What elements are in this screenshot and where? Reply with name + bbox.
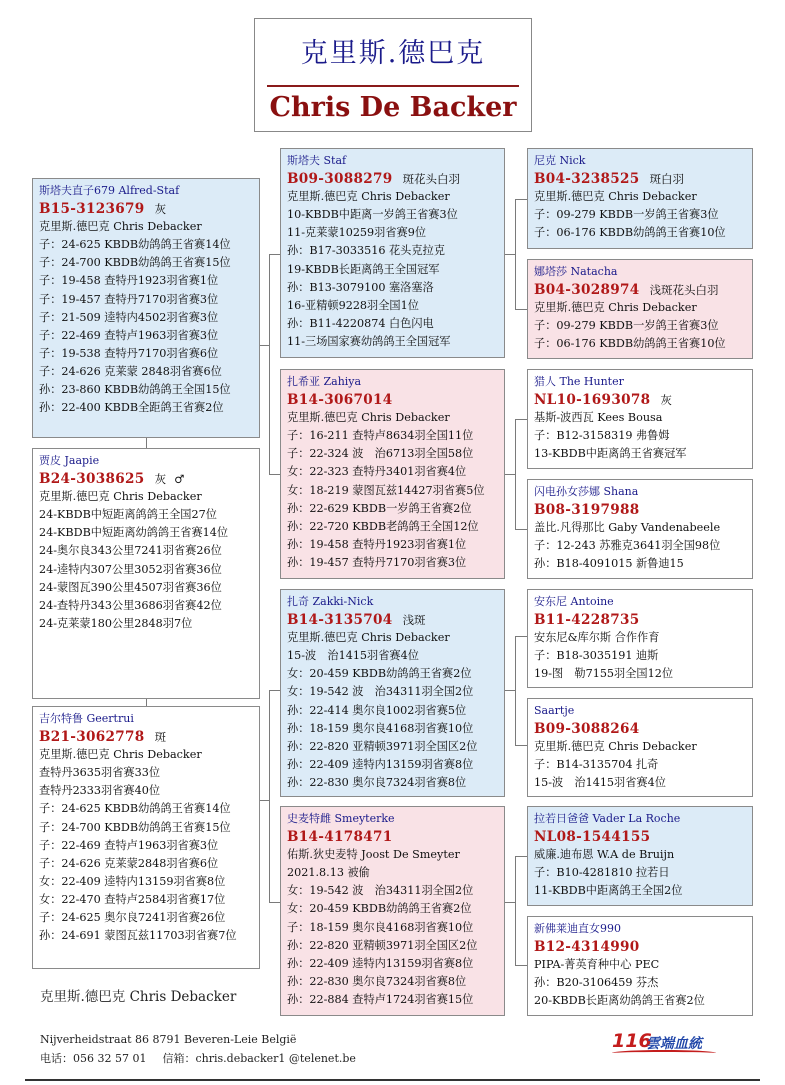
ring-number xyxy=(534,170,747,188)
pedigree-card-dds xyxy=(527,806,753,906)
ring-number-value: B14-3135704 xyxy=(287,612,393,629)
achievement-line: 女：20-459 KBDB幼鸽鸽王省赛2位 xyxy=(287,667,472,681)
achievement-line: 克里斯.德巴克 Chris Debacker xyxy=(39,220,202,234)
ring-number-value: B15-3123679 xyxy=(39,201,145,218)
pigeon-name: 史麦特雌 Smeyterke xyxy=(287,812,395,825)
pedigree-card-sss xyxy=(527,148,753,249)
connector xyxy=(515,199,527,200)
ring-number-value: B12-4314990 xyxy=(534,939,640,956)
achievement-line: 15-波 治1415羽省赛4位 xyxy=(534,776,666,790)
feather-color: 灰 xyxy=(154,202,167,217)
achievement-line: 孙：22-409 逵特内13159羽省赛8位 xyxy=(287,757,474,771)
achievement-line: 克里斯.德巴克 Chris Debacker xyxy=(534,740,697,754)
connector xyxy=(515,529,527,530)
pigeon-name: 安东尼 Antoine xyxy=(534,595,614,608)
achievement-line: 孙：B20-3106459 芬杰 xyxy=(534,976,659,990)
achievement-line: 子：24-625 KBDB幼鸽鸽王省赛14位 xyxy=(39,238,231,252)
ring-number xyxy=(39,200,254,218)
ring-number xyxy=(534,611,747,629)
achievement-line: 19-图 勒7155羽全国12位 xyxy=(534,667,674,681)
achievement-line: 子：24-700 KBDB幼鸽鸽王省赛15位 xyxy=(39,820,231,834)
achievement-line: 孙：22-820 亚精顿3971羽全国区2位 xyxy=(287,739,478,753)
pedigree-card-sdd xyxy=(527,479,753,579)
achievement-line: 11-克莱蒙10259羽省赛9位 xyxy=(287,226,427,240)
ring-number xyxy=(534,281,747,299)
pigeon-name: Saartje xyxy=(534,704,575,717)
ring-number xyxy=(287,828,499,846)
achievement-line: 女：19-542 波 治34311羽全国2位 xyxy=(287,685,474,699)
achievement-line: 子：21-509 逵特内4502羽省赛3位 xyxy=(39,310,219,324)
achievement-line: 子：B14-3135704 扎奇 xyxy=(534,758,659,772)
achievement-line: 孙：B17-3033516 花头克拉克 xyxy=(287,244,445,258)
connector xyxy=(515,965,527,966)
contact-line xyxy=(40,1050,372,1066)
achievement-line: 子：09-279 KBDB一岁鸽王省赛3位 xyxy=(534,319,719,333)
pedigree-card-dam-dam xyxy=(280,806,505,1016)
logo-swoosh xyxy=(612,1050,716,1056)
achievement-line: 子：22-469 查特卢1963羽省赛3位 xyxy=(39,328,219,342)
achievement-line: 子：06-176 KBDB幼鸽鸽王省赛10位 xyxy=(534,337,726,351)
feather-color: 灰 xyxy=(660,393,672,408)
pigeon-name: 斯塔夫 Staf xyxy=(287,154,347,167)
connector xyxy=(269,254,280,255)
title-chinese: 克里斯.德巴克 xyxy=(300,38,486,69)
ring-number-value: NL08-1544155 xyxy=(534,829,651,846)
achievement-line: 24-KBDB中短距离鸽鸽王全国27位 xyxy=(39,508,217,522)
achievement-line: 佑斯.狄史麦特 Joost De Smeyter xyxy=(287,848,460,862)
achievement-line: 孙：19-457 查特丹7170羽省赛3位 xyxy=(287,555,467,569)
achievement-line: 24-蒙图瓦390公里4507羽省赛36位 xyxy=(39,580,222,594)
achievement-line: 女：19-542 波 治34311羽全国2位 xyxy=(287,884,474,898)
achievement-line: 孙：24-691 蒙图瓦兹11703羽省赛7位 xyxy=(39,929,237,943)
ring-number xyxy=(534,501,747,519)
achievement-line: 10-KBDB中距离一岁鸽王省赛3位 xyxy=(287,208,458,222)
connector xyxy=(505,690,515,691)
title-english: Chris De Backer xyxy=(269,92,517,123)
achievement-line: 16-亚精顿9228羽全国1位 xyxy=(287,298,419,312)
achievement-line: 女：20-459 KBDB幼鸽鸽王省赛2位 xyxy=(287,902,472,916)
achievement-line: 孙：22-720 KBDB老鸽鸽王全国12位 xyxy=(287,519,479,533)
achievement-line: 子：16-211 查特卢8634羽全国11位 xyxy=(287,429,474,443)
connector xyxy=(259,345,269,346)
connector xyxy=(505,902,515,903)
connector xyxy=(269,690,270,902)
feather-color: 斑花头白羽 xyxy=(402,172,461,187)
connector xyxy=(515,199,516,309)
pedigree-card-ssd xyxy=(527,259,753,359)
ring-number-value: B21-3062778 xyxy=(39,729,145,746)
achievement-line: 克里斯.德巴克 Chris Debacker xyxy=(39,490,202,504)
connector xyxy=(515,856,527,857)
achievement-line: 克里斯.德巴克 Chris Debacker xyxy=(534,190,697,204)
achievement-line: 子：19-458 查特丹1923羽省赛1位 xyxy=(39,274,219,288)
connector xyxy=(515,856,516,965)
pigeon-name: 扎希亚 Zahiya xyxy=(287,375,362,388)
achievement-line: 子：24-626 克莱蒙2848羽省赛6位 xyxy=(39,856,219,870)
connector xyxy=(269,474,280,475)
connector xyxy=(515,636,516,745)
achievement-line: 孙：22-830 奥尔良7324羽省赛8位 xyxy=(287,974,467,988)
address: Nijverheidstraat 86 8791 Beveren-Leie België xyxy=(40,1033,297,1046)
achievement-line: 女：22-323 查特丹3401羽省赛4位 xyxy=(287,465,467,479)
achievement-line: 查特丹2333羽省赛40位 xyxy=(39,784,161,798)
ring-number-value: B11-4228735 xyxy=(534,612,640,629)
achievement-line: 威廉.迪布恩 W.A de Bruijn xyxy=(534,848,675,862)
ring-number xyxy=(39,728,254,746)
ring-number-value: B09-3088264 xyxy=(534,721,640,738)
ring-number-value: NL10-1693078 xyxy=(534,392,651,409)
feather-color: 浅斑 xyxy=(402,613,426,628)
achievement-line: 克里斯.德巴克 Chris Debacker xyxy=(534,301,697,315)
brand-logo xyxy=(612,1030,722,1058)
pedigree-card-dsd xyxy=(527,698,753,797)
feather-color: 斑 xyxy=(154,730,167,745)
achievement-line: 基斯-波西瓦 Kees Bousa xyxy=(534,411,663,425)
logo-text: 雲端血統 xyxy=(646,1036,702,1052)
pigeon-name: 吉尔特鲁 Geertrui xyxy=(39,712,134,725)
pedigree-card-dss xyxy=(527,589,753,688)
achievement-line: 子：B10-4281810 拉若日 xyxy=(534,866,670,880)
achievement-line: 孙：22-820 亚精顿3971羽全国区2位 xyxy=(287,938,478,952)
pigeon-name: 拉若日爸爸 Vader La Roche xyxy=(534,812,681,825)
email: 信箱：chris.debacker1 @telenet.be xyxy=(162,1052,356,1065)
ring-number-value: B14-4178471 xyxy=(287,829,393,846)
title-box xyxy=(254,18,532,132)
ring-number xyxy=(287,170,499,188)
achievement-line: 孙：22-409 逵特内13159羽省赛8位 xyxy=(287,956,474,970)
ring-number xyxy=(534,828,747,846)
ring-number-value: B04-3028974 xyxy=(534,282,640,299)
achievement-line: 孙：22-414 奥尔良1002羽省赛5位 xyxy=(287,703,467,717)
pedigree-card-dam-sire xyxy=(280,589,505,797)
achievement-line: 盖比.凡得那比 Gaby Vandenabeele xyxy=(534,521,721,535)
achievement-line: 19-KBDB长距离鸽王全国冠军 xyxy=(287,262,440,276)
achievement-line: 子：12-243 苏雅克3641羽全国98位 xyxy=(534,539,721,553)
achievement-line: 子：19-538 查特丹7170羽省赛6位 xyxy=(39,346,219,360)
achievement-line: 克里斯.德巴克 Chris Debacker xyxy=(287,411,450,425)
ring-number xyxy=(287,391,499,409)
achievement-line: 孙：B13-3079100 塞洛塞洛 xyxy=(287,280,434,294)
feather-color: 浅斑花头白羽 xyxy=(649,283,719,298)
pedigree-card-dam xyxy=(32,706,260,969)
pigeon-name: 闪电孙女莎娜 Shana xyxy=(534,485,639,498)
achievement-line: 子：24-626 克莱蒙 2848羽省赛6位 xyxy=(39,364,222,378)
ring-number-value: B08-3197988 xyxy=(534,502,640,519)
ring-number-value: B14-3067014 xyxy=(287,392,393,409)
connector xyxy=(505,254,515,255)
achievement-line: 孙：22-629 KBDB一岁鸽王省赛2位 xyxy=(287,501,472,515)
achievement-line: 子：06-176 KBDB幼鸽鸽王省赛10位 xyxy=(534,226,726,240)
achievement-line: 查特丹3635羽省赛33位 xyxy=(39,766,161,780)
achievement-line: 24-查特丹343公里3686羽省赛42位 xyxy=(39,598,222,612)
pigeon-name: 猎人 The Hunter xyxy=(534,375,624,388)
achievement-line: 24-克莱蒙180公里2848羽7位 xyxy=(39,616,193,630)
connector xyxy=(515,419,527,420)
ring-number-value: B24-3038625 xyxy=(39,471,145,488)
achievement-line: 11-KBDB中距离鸽王全国2位 xyxy=(534,884,683,898)
connector xyxy=(515,745,527,746)
logo-number: 116 xyxy=(612,1030,652,1052)
bottom-rule xyxy=(25,1079,760,1081)
pigeon-name: 新佛莱迪直女990 xyxy=(534,922,621,935)
connector xyxy=(515,636,527,637)
connector xyxy=(515,309,527,310)
achievement-line: 克里斯.德巴克 Chris Debacker xyxy=(39,748,202,762)
achievement-line: PIPA-菁英育种中心 PEC xyxy=(534,958,660,972)
achievement-line: 女：22-409 逵特内13159羽省赛8位 xyxy=(39,874,226,888)
achievement-line: 子：B18-3035191 迪斯 xyxy=(534,649,659,663)
achievement-line: 13-KBDB中距离鸽王省赛冠军 xyxy=(534,447,687,461)
feather-color: 灰 xyxy=(154,472,167,487)
pigeon-name: 尼克 Nick xyxy=(534,154,586,167)
connector xyxy=(259,800,269,801)
connector xyxy=(269,902,280,903)
pedigree-card-sds xyxy=(527,369,753,469)
achievement-line: 子：19-457 查特丹7170羽省赛3位 xyxy=(39,292,219,306)
achievement-line: 24-逵特内307公里3052羽省赛36位 xyxy=(39,562,222,576)
achievement-line: 子：09-279 KBDB一岁鸽王省赛3位 xyxy=(534,208,719,222)
ring-number xyxy=(534,391,747,409)
achievement-line: 女：22-470 查特卢2584羽省赛17位 xyxy=(39,892,226,906)
achievement-line: 孙：22-400 KBDB全距鸽王省赛2位 xyxy=(39,401,224,415)
achievement-line: 女：18-219 蒙图瓦兹14427羽省赛5位 xyxy=(287,483,485,497)
pigeon-name: 扎奇 Zakki-Nick xyxy=(287,595,374,608)
achievement-line: 孙：B11-4220874 白色闪电 xyxy=(287,316,434,330)
achievement-line: 15-波 治1415羽省赛4位 xyxy=(287,649,419,663)
achievement-line: 24-KBDB中短距离幼鸽鸽王省赛14位 xyxy=(39,526,229,540)
connector xyxy=(146,698,147,706)
achievement-line: 孙：22-830 奥尔良7324羽省赛8位 xyxy=(287,775,467,789)
achievement-line: 孙：19-458 查特丹1923羽省赛1位 xyxy=(287,537,467,551)
achievement-line: 11-三场国家赛幼鸽鸽王全国冠军 xyxy=(287,334,451,348)
pedigree-card-sire-sire xyxy=(280,148,505,358)
phone: 电话：056 32 57 01 xyxy=(40,1052,147,1065)
pedigree-card-subject xyxy=(32,178,260,438)
pigeon-name: 娜塔莎 Natacha xyxy=(534,265,618,278)
achievement-line: 安东尼&库尔斯 合作作育 xyxy=(534,631,660,645)
connector xyxy=(146,437,147,448)
pigeon-name: 斯塔夫直子679 Alfred-Staf xyxy=(39,184,180,197)
pedigree-card-sire-dam xyxy=(280,369,505,579)
achievement-line: 孙：B18-4091015 新鲁迪15 xyxy=(534,557,684,571)
connector xyxy=(515,419,516,529)
connector xyxy=(505,474,515,475)
achievement-line: 孙：23-860 KBDB幼鸽鸽王全国15位 xyxy=(39,383,231,397)
achievement-line: 子：22-324 波 治6713羽全国58位 xyxy=(287,447,474,461)
signature: 克里斯.德巴克 Chris Debacker xyxy=(40,989,237,1005)
connector xyxy=(269,690,280,691)
achievement-line: 24-奥尔良343公里7241羽省赛26位 xyxy=(39,544,222,558)
connector xyxy=(269,254,270,474)
pedigree-card-sire xyxy=(32,448,260,699)
achievement-line: 20-KBDB长距离幼鸽鸽王省赛2位 xyxy=(534,994,705,1008)
achievement-line: 克里斯.德巴克 Chris Debacker xyxy=(287,631,450,645)
achievement-line: 孙：18-159 奥尔良4168羽省赛10位 xyxy=(287,721,474,735)
ring-number-value: B09-3088279 xyxy=(287,171,393,188)
feather-color: 斑白羽 xyxy=(649,172,685,187)
ring-number xyxy=(534,938,747,956)
ring-number xyxy=(39,470,254,488)
achievement-line: 子：24-700 KBDB幼鸽鸽王省赛15位 xyxy=(39,256,231,270)
pedigree-card-ddd xyxy=(527,916,753,1016)
achievement-line: 子：B12-3158319 弗鲁姆 xyxy=(534,429,670,443)
title-divider xyxy=(267,85,519,87)
achievement-line: 2021.8.13 被偷 xyxy=(287,866,370,880)
pigeon-name: 贾皮 Jaapie xyxy=(39,454,100,467)
ring-number-value: B04-3238525 xyxy=(534,171,640,188)
achievement-line: 子：24-625 奥尔良7241羽省赛26位 xyxy=(39,911,226,925)
achievement-line: 克里斯.德巴克 Chris Debacker xyxy=(287,190,450,204)
achievement-line: 子：18-159 奥尔良4168羽省赛10位 xyxy=(287,920,474,934)
achievement-line: 子：24-625 KBDB幼鸽鸽王省赛14位 xyxy=(39,802,231,816)
ring-number xyxy=(287,611,499,629)
achievement-line: 孙：22-884 查特卢1724羽省赛15位 xyxy=(287,992,474,1006)
ring-number xyxy=(534,720,747,738)
sex-icon: ♂ xyxy=(174,472,185,487)
achievement-line: 子：22-469 查特卢1963羽省赛3位 xyxy=(39,838,219,852)
